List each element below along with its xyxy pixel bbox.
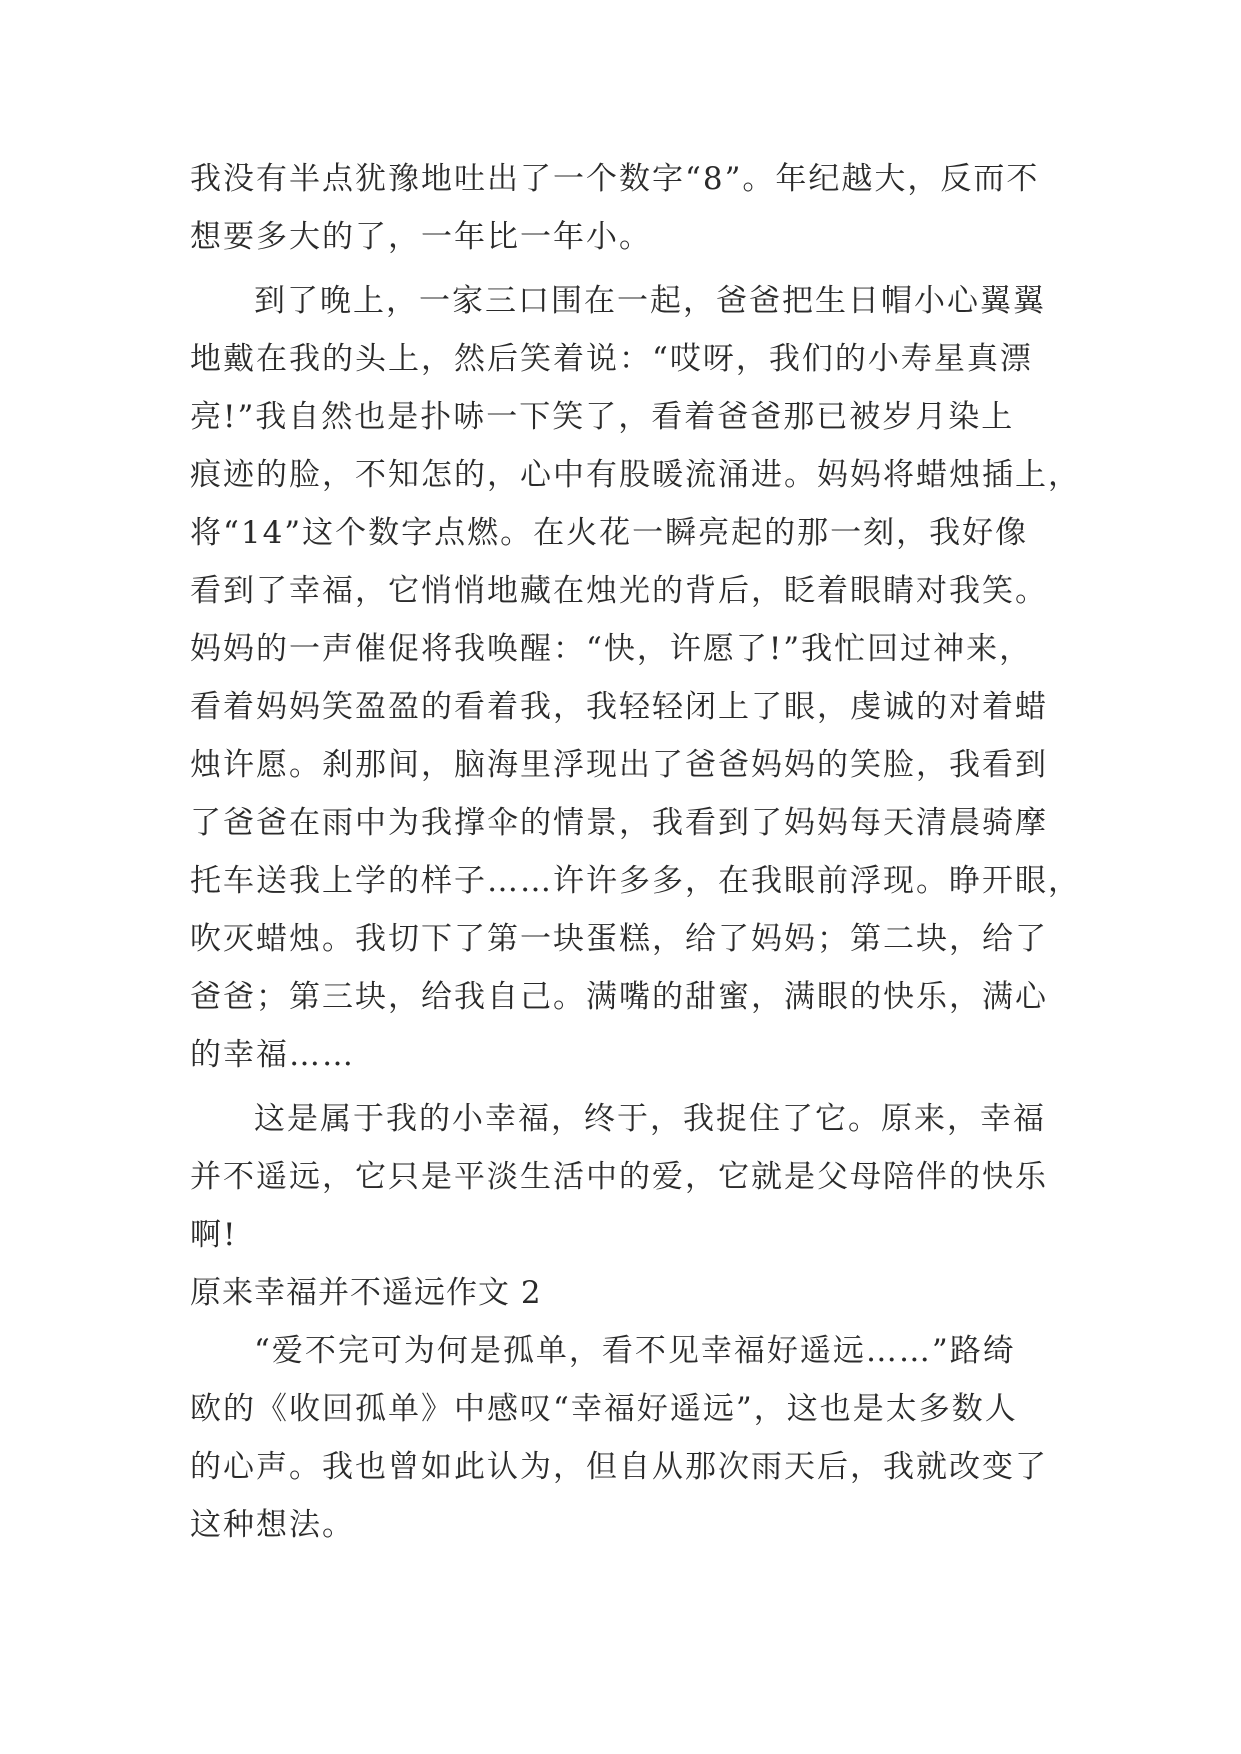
text-line: 并不遥远，它只是平淡生活中的爱，它就是父母陪伴的快乐 [190, 1159, 1048, 1195]
text-line: 痕迹的脸，不知怎的，心中有股暖流涌进。妈妈将蜡烛插上， [190, 457, 1081, 493]
text-line: 地戴在我的头上，然后笑着说：“哎呀，我们的小寿星真漂 [190, 341, 1033, 377]
text-line: 这种想法。 [190, 1507, 355, 1543]
document-body [190, 150, 1081, 1554]
text-line: 这是属于我的小幸福，终于，我捉住了它。原来，幸福 [254, 1101, 1046, 1137]
text-line: 托车送我上学的样子……许许多多，在我眼前浮现。睁开眼， [190, 863, 1081, 899]
text-line: 想要多大的了，一年比一年小。 [190, 219, 652, 255]
text-line: 爸爸；第三块，给我自己。满嘴的甜蜜，满眼的快乐，满心 [190, 979, 1048, 1015]
text-line: 了爸爸在雨中为我撑伞的情景，我看到了妈妈每天清晨骑摩 [190, 805, 1048, 841]
paragraph [190, 1090, 1070, 1264]
text-line: 的幸福…… [190, 1037, 355, 1073]
text-line: 啊! [190, 1217, 238, 1253]
paragraph [190, 1322, 1070, 1554]
text-line: 吹灭蜡烛。我切下了第一块蛋糕，给了妈妈；第二块，给了 [190, 921, 1048, 957]
text-line: 亮!”我自然也是扑哧一下笑了，看着爸爸那已被岁月染上 [190, 399, 1015, 435]
text-line: 欧的《收回孤单》中感叹“幸福好遥远”，这也是太多数人 [190, 1391, 1018, 1427]
paragraph [190, 150, 1070, 266]
text-line: 看到了幸福，它悄悄地藏在烛光的背后，眨着眼睛对我笑。 [190, 573, 1048, 609]
text-line: 烛许愿。刹那间，脑海里浮现出了爸爸妈妈的笑脸，我看到 [190, 747, 1048, 783]
paragraph [190, 272, 1081, 1084]
text-line: 妈妈的一声催促将我唤醒：“快，许愿了!”我忙回过神来， [190, 631, 1033, 667]
text-line: 看着妈妈笑盈盈的看着我，我轻轻闭上了眼，虔诚的对着蜡 [190, 689, 1048, 725]
text-line: 的心声。我也曾如此认为，但自从那次雨天后，我就改变了 [190, 1449, 1048, 1485]
text-line: 到了晚上，一家三口围在一起，爸爸把生日帽小心翼翼 [254, 283, 1046, 319]
text-line: 我没有半点犹豫地吐出了一个数字“8”。年纪越大，反而不 [190, 161, 1040, 197]
text-line: “爱不完可为何是孤单，看不见幸福好遥远……”路绮 [254, 1333, 1016, 1369]
section-heading: 原来幸福并不遥远作文 2 [190, 1275, 542, 1311]
text-line: 将“14”这个数字点燃。在火花一瞬亮起的那一刻，我好像 [190, 515, 1029, 551]
